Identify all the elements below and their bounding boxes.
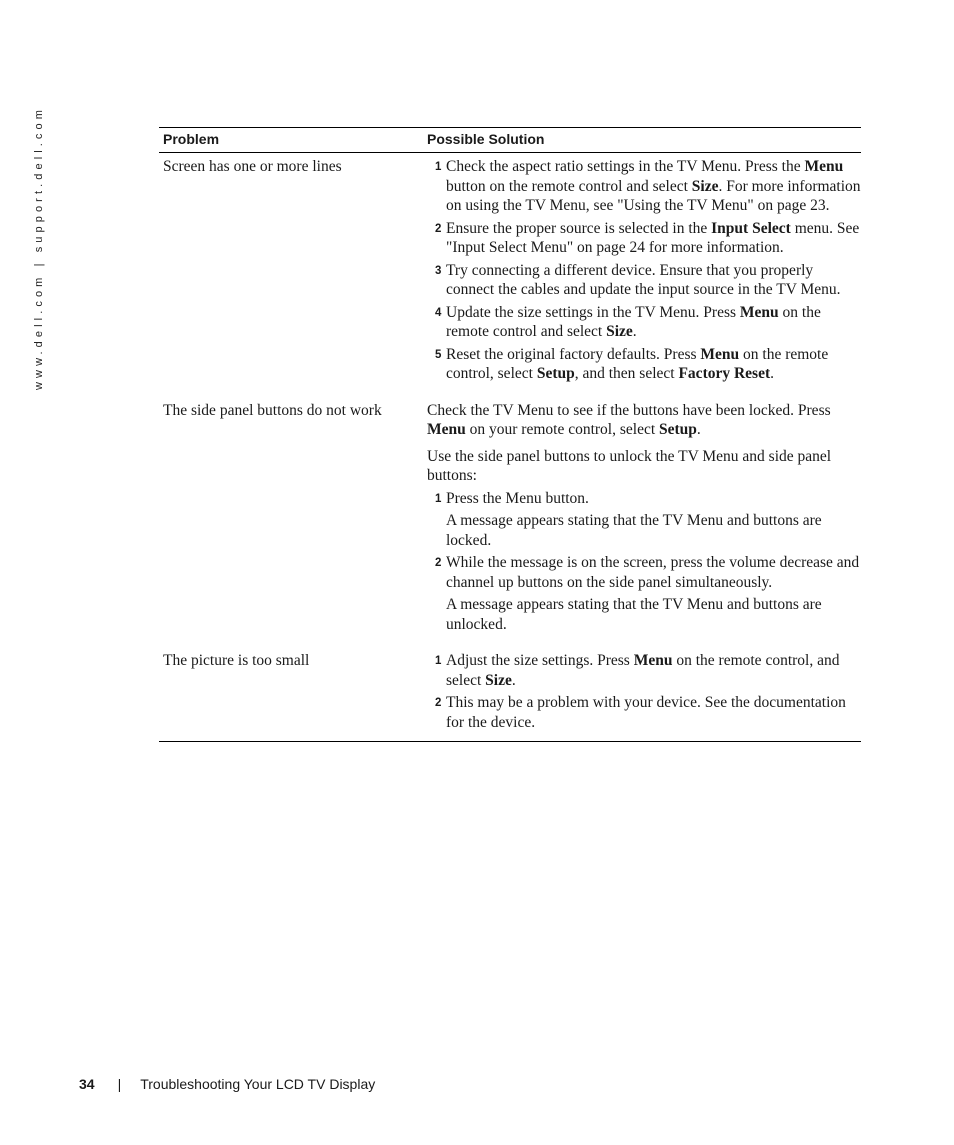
- step-number: 1: [435, 655, 442, 667]
- solution-step: [427, 157, 861, 216]
- step-text: While the message is on the screen, press the volume decrease and channel up buttons on the side panel simultaneously.: [446, 554, 860, 591]
- step-text: Reset the original factory defaults. Press: [446, 345, 701, 363]
- step-text: Try connecting a different device. Ensure that you properly connect the cables and update the input source in the TV Menu.: [446, 261, 841, 298]
- step-text: This may be a problem with your device. See the documentation for the device.: [446, 694, 846, 731]
- step-note: A message appears stating that the TV Menu and buttons are locked.: [446, 512, 822, 549]
- step-bold: Size: [691, 177, 719, 195]
- solution-cell: [427, 153, 861, 397]
- step-text: .: [511, 671, 516, 689]
- step-bold: Menu: [804, 158, 844, 175]
- solution-step: [427, 553, 861, 592]
- step-text: Check the aspect ratio settings in the TV Menu. Press the: [446, 158, 805, 175]
- col-header-problem: Problem: [159, 128, 427, 153]
- table-row: [159, 397, 861, 648]
- para-bold: Menu: [427, 421, 466, 438]
- solution-step: [427, 261, 861, 300]
- footer-title: Troubleshooting Your LCD TV Display: [140, 1076, 376, 1092]
- step-bold: Menu: [700, 345, 740, 363]
- step-text: . For more information on using the TV Menu, see "Using the TV Menu" on page 23.: [446, 177, 861, 214]
- page-number: 34: [79, 1076, 95, 1092]
- step-text: button on the remote control and select: [446, 177, 692, 195]
- step-text: Ensure the proper source is selected in the: [446, 219, 712, 237]
- step-number: 1: [435, 161, 442, 173]
- step-text: , and then select: [574, 365, 679, 382]
- step-number: 4: [435, 306, 442, 319]
- solution-step: [427, 651, 861, 690]
- step-text: Adjust the size settings. Press: [446, 652, 634, 669]
- table-header-row: [159, 128, 861, 153]
- solution-step: [427, 489, 861, 509]
- solution-paragraph: Use the side panel buttons to unlock the TV Menu and side panel buttons:: [427, 447, 832, 484]
- problem-cell: The side panel buttons do not work: [163, 401, 382, 419]
- solution-step: [427, 303, 861, 342]
- step-number: 1: [435, 492, 442, 505]
- solution-step: [427, 345, 861, 384]
- step-bold: Input Select: [711, 219, 791, 237]
- para-text: Check the TV Menu to see if the buttons have been locked. Press: [427, 401, 831, 419]
- para-text: .: [696, 421, 701, 438]
- solution-paragraph: [427, 401, 861, 440]
- side-url: www.dell.com | support.dell.com: [33, 105, 45, 390]
- step-text: .: [632, 323, 637, 340]
- page-footer: [79, 1076, 375, 1092]
- solution-cell: [427, 647, 861, 742]
- step-number: 2: [435, 697, 442, 709]
- step-note: A message appears stating that the TV Menu and buttons are unlocked.: [446, 596, 822, 633]
- step-text: menu. See "Input Select Menu" on page 24 for more information.: [446, 219, 860, 256]
- step-text: Press the Menu button.: [446, 489, 589, 507]
- step-number: 3: [435, 264, 442, 277]
- problem-cell: The picture is too small: [159, 647, 427, 742]
- para-bold: Setup: [659, 421, 697, 438]
- table-row: [159, 647, 861, 742]
- step-bold: Setup: [536, 365, 575, 382]
- solution-cell: [427, 397, 861, 648]
- step-number: 5: [435, 348, 442, 361]
- step-bold: Factory Reset: [678, 365, 771, 382]
- step-bold: Menu: [633, 652, 673, 669]
- step-text: Update the size settings in the TV Menu. Press: [446, 303, 740, 321]
- step-number: 2: [435, 222, 442, 235]
- para-text: on your remote control, select: [465, 421, 660, 438]
- step-text: on the remote control, select: [446, 345, 829, 382]
- problem-cell: Screen has one or more lines: [163, 158, 342, 175]
- solution-step: [427, 693, 861, 732]
- table-row: [159, 153, 861, 397]
- step-bold: Size: [606, 323, 633, 340]
- footer-separator: |: [117, 1076, 122, 1092]
- solution-step: [427, 219, 861, 258]
- step-text: on the remote control and select: [446, 303, 821, 340]
- step-number: 2: [435, 557, 442, 569]
- step-bold: Size: [485, 671, 512, 689]
- troubleshooting-table: [159, 127, 861, 742]
- col-header-solution: Possible Solution: [427, 128, 861, 153]
- step-text: on the remote control, and select: [446, 652, 840, 689]
- step-text: .: [770, 365, 775, 382]
- step-bold: Menu: [739, 303, 779, 321]
